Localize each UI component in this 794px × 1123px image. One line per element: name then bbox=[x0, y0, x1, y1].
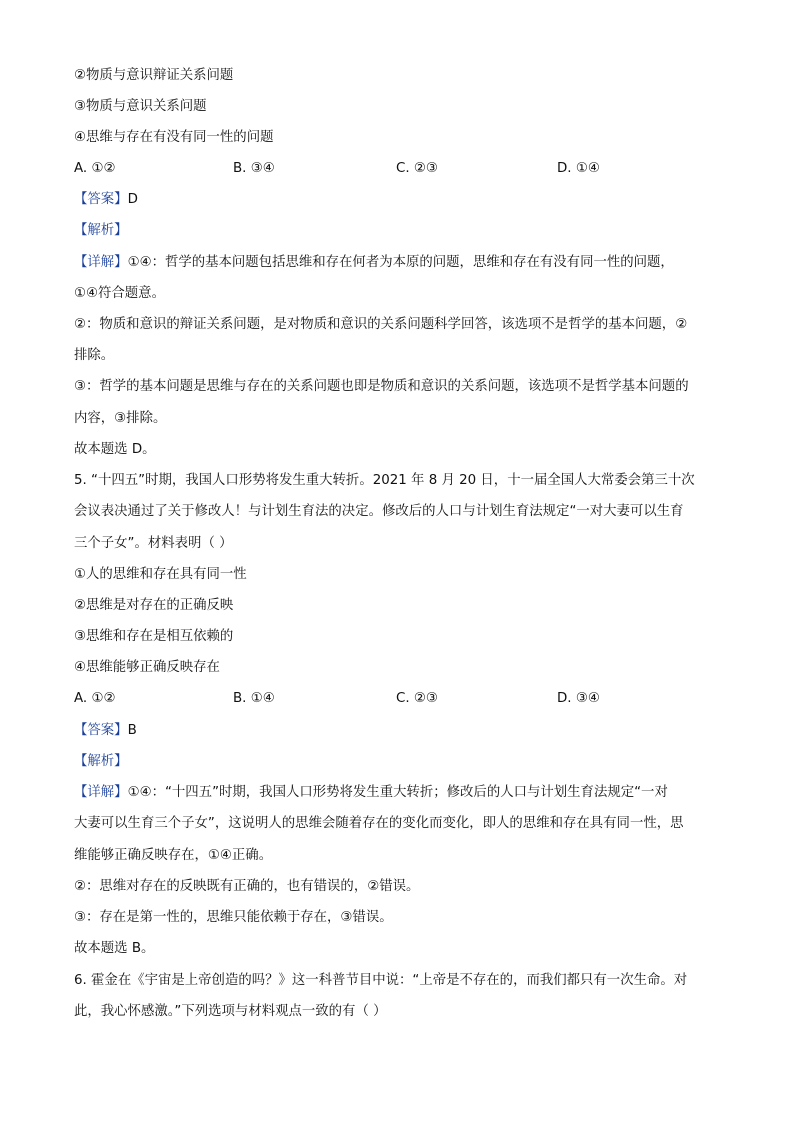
q4-option-d: D. ①④ bbox=[557, 161, 600, 176]
q4-detail-line: 排除。 bbox=[74, 348, 115, 363]
q5-detail-line bbox=[74, 783, 724, 803]
q6-stem-line: 此，我心怀感激。”下列选项与材料观点一致的有（ ） bbox=[74, 1004, 387, 1019]
analysis-tag: 【解析】 bbox=[74, 223, 128, 238]
q4-item-4: ④思维与存在有没有同一性的问题 bbox=[74, 130, 274, 145]
q4-conclusion: 故本题选 D。 bbox=[74, 442, 156, 457]
q4-detail-line: ①④符合题意。 bbox=[74, 286, 165, 301]
q4-detail-line bbox=[74, 253, 724, 273]
answer-tag: 【答案】 bbox=[74, 192, 128, 207]
q4-answer-line bbox=[74, 190, 724, 210]
analysis-tag: 【解析】 bbox=[74, 754, 128, 769]
q4-detail-line: 内容，③排除。 bbox=[74, 411, 167, 426]
q5-option-a: A. ①② bbox=[74, 691, 116, 706]
detail-text: ①④：“十四五”时期，我国人口形势将发生重大转折；修改后的人口与计划生育法规定“一对 bbox=[127, 785, 668, 800]
q6-stem-line: 6. 霍金在《宇宙是上帝创造的吗？》这一科普节目中说：“上帝是不存在的，而我们都只有一次生命。对 bbox=[74, 973, 688, 988]
q5-detail-line: 大妻可以生育三个子女”，这说明人的思维会随着存在的变化而变化，即人的思维和存在具有同一性，思 bbox=[74, 816, 684, 831]
q4-detail-line: ③：哲学的基本问题是思维与存在的关系问题也即是物质和意识的关系问题，该选项不是哲学基本问题的 bbox=[74, 379, 689, 394]
q4-item-3: ③物质与意识关系问题 bbox=[74, 99, 207, 114]
q4-option-c: C. ②③ bbox=[396, 161, 438, 176]
q4-detail-line: ②：物质和意识的辩证关系问题，是对物质和意识的关系问题科学回答，该选项不是哲学的基本问题，② bbox=[74, 317, 688, 332]
q5-conclusion: 故本题选 B。 bbox=[74, 941, 155, 956]
q5-analysis-tag bbox=[74, 752, 724, 772]
q5-item-3: ③思维和存在是相互依赖的 bbox=[74, 629, 234, 644]
q5-option-b: B. ①④ bbox=[233, 691, 275, 706]
q5-option-d: D. ③④ bbox=[557, 691, 600, 706]
q5-item-4: ④思维能够正确反映存在 bbox=[74, 660, 220, 675]
q4-option-b: B. ③④ bbox=[233, 161, 275, 176]
q5-item-2: ②思维是对存在的正确反映 bbox=[74, 598, 234, 613]
q5-stem-line: 5. “十四五”时期，我国人口形势将发生重大转折。2021 年 8 月 20 日，十一届全国人大常委会第三十次 bbox=[74, 473, 695, 488]
q5-answer-line bbox=[74, 721, 724, 741]
answer-tag: 【答案】 bbox=[74, 723, 128, 738]
detail-tag: 【详解】 bbox=[74, 255, 128, 270]
answer-value: D bbox=[127, 192, 138, 207]
q5-item-1: ①人的思维和存在具有同一性 bbox=[74, 567, 247, 582]
q5-stem-line: 会议表决通过了关于修改人！与计划生育法的决定。修改后的人口与计划生育法规定“一对大妻可以生育 bbox=[74, 504, 684, 519]
answer-value: B bbox=[127, 723, 137, 738]
q5-detail-line: 维能够正确反映存在，①④正确。 bbox=[74, 848, 273, 863]
q5-detail-line: ③：存在是第一性的，思维只能依赖于存在，③错误。 bbox=[74, 910, 393, 925]
q4-analysis-tag bbox=[74, 221, 724, 241]
detail-text: ①④：哲学的基本问题包括思维和存在何者为本原的问题，思维和存在有没有同一性的问题， bbox=[127, 255, 674, 270]
detail-tag: 【详解】 bbox=[74, 785, 128, 800]
q4-option-a: A. ①② bbox=[74, 161, 116, 176]
q5-option-c: C. ②③ bbox=[396, 691, 438, 706]
q4-item-2: ②物质与意识辩证关系问题 bbox=[74, 68, 234, 83]
q5-detail-line: ②：思维对存在的反映既有正确的，也有错误的，②错误。 bbox=[74, 879, 420, 894]
q5-stem-line: 三个子女”。材料表明（ ） bbox=[74, 536, 233, 551]
